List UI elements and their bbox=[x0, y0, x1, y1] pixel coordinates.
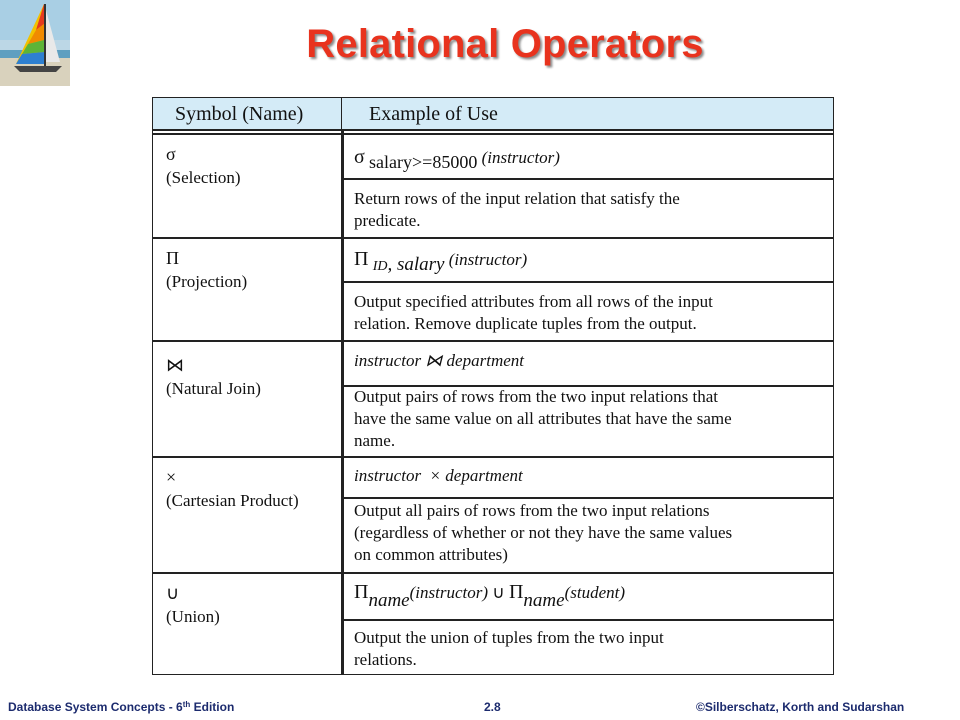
cell-divider bbox=[342, 281, 834, 283]
description-line: Output pairs of rows from the two input relations that bbox=[354, 387, 719, 406]
sigma-symbol: σ bbox=[166, 144, 176, 164]
projection-attr-id: ID bbox=[372, 259, 388, 274]
symbol-cell-natural-join bbox=[166, 355, 261, 399]
selection-predicate: salary>=85000 bbox=[369, 152, 478, 172]
description-line: Output specified attributes from all rows of the input bbox=[354, 292, 713, 311]
description-line: predicate. bbox=[354, 211, 421, 230]
projection-attr-name: name bbox=[523, 590, 565, 611]
footer-page-number: 2.8 bbox=[484, 700, 501, 714]
description-line: (regardless of whether or not they have the same values bbox=[354, 523, 733, 542]
projection-attr-salary: , salary bbox=[387, 254, 445, 275]
header-example-of-use: Example of Use bbox=[369, 103, 498, 125]
relation-name: (instructor) bbox=[409, 583, 488, 602]
pi-symbol: Π bbox=[354, 581, 369, 603]
page-title: Relational Operators bbox=[306, 22, 704, 66]
description-line: have the same value on all attributes that have the same bbox=[354, 409, 732, 428]
operator-name: (Projection) bbox=[166, 272, 248, 291]
footer-text: Edition bbox=[190, 700, 235, 714]
description-line: Output the union of tuples from the two input bbox=[354, 628, 664, 647]
description-line: Output all pairs of rows from the two input relations bbox=[354, 501, 710, 520]
description-line: relations. bbox=[354, 650, 417, 669]
relation-name: (student) bbox=[564, 583, 625, 602]
pi-symbol: Π bbox=[166, 248, 179, 268]
description-cartesian-product bbox=[354, 500, 732, 566]
row-divider bbox=[152, 456, 834, 458]
relation-name: (instructor) bbox=[481, 148, 560, 167]
description-line: relation. Remove duplicate tuples from the output. bbox=[354, 314, 697, 333]
example-natural-join: instructor ⋈ department bbox=[354, 351, 524, 370]
operator-name: (Union) bbox=[166, 607, 220, 626]
example-cartesian-product: instructor × department bbox=[354, 466, 523, 485]
example-selection bbox=[354, 146, 560, 172]
union-symbol: ∪ bbox=[166, 583, 180, 603]
projection-attr-name: name bbox=[368, 590, 410, 611]
union-symbol: ∪ bbox=[488, 583, 509, 602]
description-line: name. bbox=[354, 431, 396, 450]
row-divider bbox=[152, 237, 834, 239]
example-union bbox=[354, 581, 625, 612]
operator-name: (Cartesian Product) bbox=[166, 491, 299, 510]
footer-book-title bbox=[8, 700, 234, 714]
pi-symbol: Π bbox=[354, 248, 369, 270]
footer-copyright: ©Silberschatz, Korth and Sudarshan bbox=[696, 700, 905, 714]
column-divider bbox=[341, 131, 344, 675]
cell-divider bbox=[342, 497, 834, 499]
symbol-cell-projection bbox=[166, 248, 247, 292]
row-divider bbox=[152, 340, 834, 342]
cell-divider bbox=[342, 619, 834, 621]
description-projection bbox=[354, 291, 713, 335]
times-symbol: × bbox=[166, 467, 177, 487]
description-union bbox=[354, 627, 664, 671]
row-divider bbox=[152, 133, 834, 135]
symbol-cell-selection bbox=[166, 144, 241, 188]
bowtie-symbol: ⋈ bbox=[166, 355, 184, 375]
description-natural-join bbox=[354, 386, 732, 452]
footer-superscript: th bbox=[182, 700, 191, 709]
cell-divider bbox=[342, 178, 834, 180]
pi-symbol: Π bbox=[508, 581, 524, 603]
sigma-symbol: σ bbox=[354, 146, 365, 168]
operator-name: (Selection) bbox=[166, 168, 241, 187]
relation-name: (instructor) bbox=[448, 250, 528, 269]
row-divider bbox=[152, 572, 834, 574]
header-symbol-name: Symbol (Name) bbox=[175, 103, 304, 125]
description-line: Return rows of the input relation that satisfy the bbox=[354, 189, 680, 208]
symbol-cell-union bbox=[166, 583, 220, 627]
symbol-cell-cartesian-product bbox=[166, 467, 299, 511]
header-divider bbox=[341, 97, 342, 131]
footer-text: Database System Concepts - 6 bbox=[8, 700, 183, 714]
example-projection bbox=[354, 248, 527, 278]
operator-name: (Natural Join) bbox=[166, 379, 261, 398]
table-header bbox=[152, 97, 834, 131]
description-selection bbox=[354, 188, 680, 232]
description-line: on common attributes) bbox=[354, 545, 508, 564]
